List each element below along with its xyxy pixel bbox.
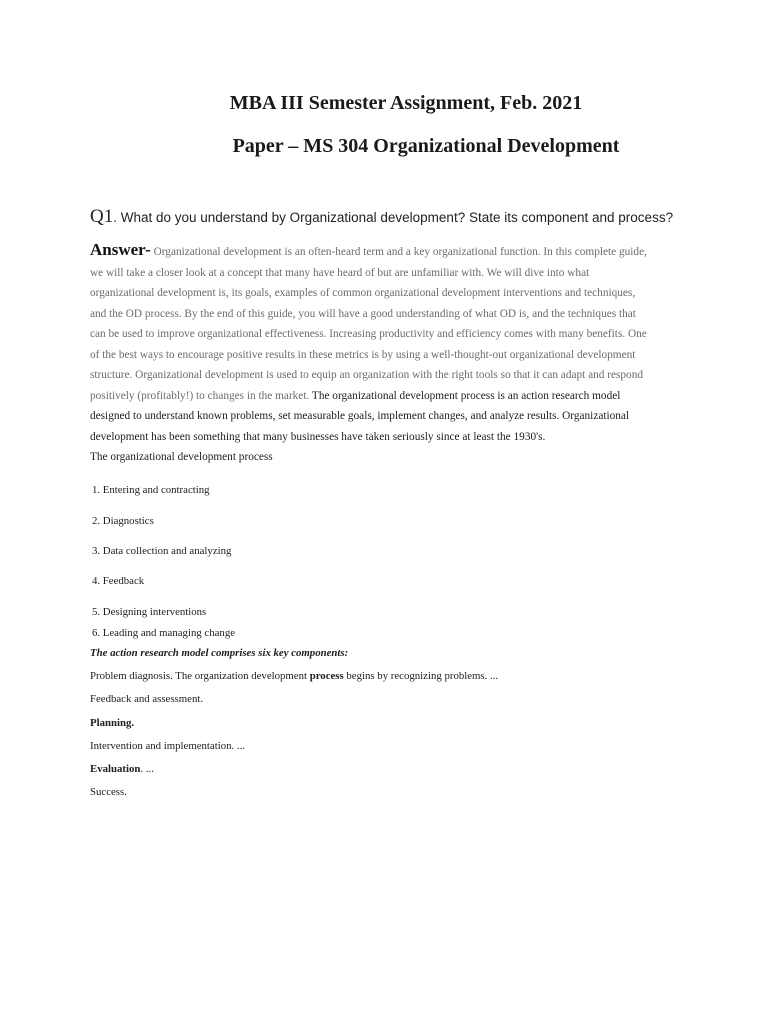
component-item: Success. — [90, 786, 127, 798]
component-text: Problem diagnosis. The organization development — [90, 670, 310, 682]
process-step: 1. Entering and contracting — [92, 484, 210, 496]
document-title: MBA III Semester Assignment, Feb. 2021 — [229, 92, 583, 114]
component-text: . ... — [140, 763, 154, 775]
answer-label: Answer- — [90, 240, 151, 259]
process-step: 3. Data collection and analyzing — [92, 545, 232, 557]
component-item: Intervention and implementation. ... — [90, 740, 246, 752]
component-bold: process — [309, 670, 344, 682]
component-text: begins by recognizing problems. ... — [343, 670, 499, 682]
component-item: Feedback and assessment. — [90, 693, 204, 705]
component-item — [90, 763, 154, 775]
question-label: Q1 — [90, 206, 114, 227]
components-heading: The action research model comprises six key components: — [90, 647, 349, 659]
process-step: 6. Leading and managing change — [92, 627, 236, 639]
question-text: . What do you understand by Organizational development? State its component and process? — [113, 210, 674, 225]
process-title: The organizational development process — [90, 451, 273, 463]
process-step: 2. Diagnostics — [92, 515, 154, 527]
component-item: Planning. — [90, 717, 135, 729]
paper-title: Paper – MS 304 Organizational Development — [232, 135, 620, 157]
component-item — [90, 670, 498, 682]
answer-paragraph — [90, 240, 650, 447]
component-bold: Evaluation — [90, 763, 141, 775]
process-step: 5. Designing interventions — [92, 606, 207, 618]
question-1 — [90, 206, 730, 228]
answer-text-dark: The organizational development process is an action research model designed to understand known problems, set measurable goals, implement changes, and analyze results. Organizational development has been something that many businesses have taken seriously since at least the 1930's. — [90, 389, 630, 443]
process-step: 4. Feedback — [92, 575, 145, 587]
answer-text-light: Organizational development is an often-heard term and a key organizational function. In this complete guide, we will take a closer look at a concept that many have heard of but are unfamiliar with. We will dive into what organizational development is, its goals, examples of common organizational development interventions and techniques, and the OD process. By the end of this guide, you will have a good understanding of what OD is, and the techniques that can be used to improve organizational effectiveness. Increasing productivity and efficiency comes with many benefits. One of the best ways to encourage positive results in these metrics is by using a well-thought-out organizational development structure. Organizational development is used to equip an organization with the right tools so that it can adapt and respond positively (profitably!) to changes in the market. — [90, 246, 647, 402]
